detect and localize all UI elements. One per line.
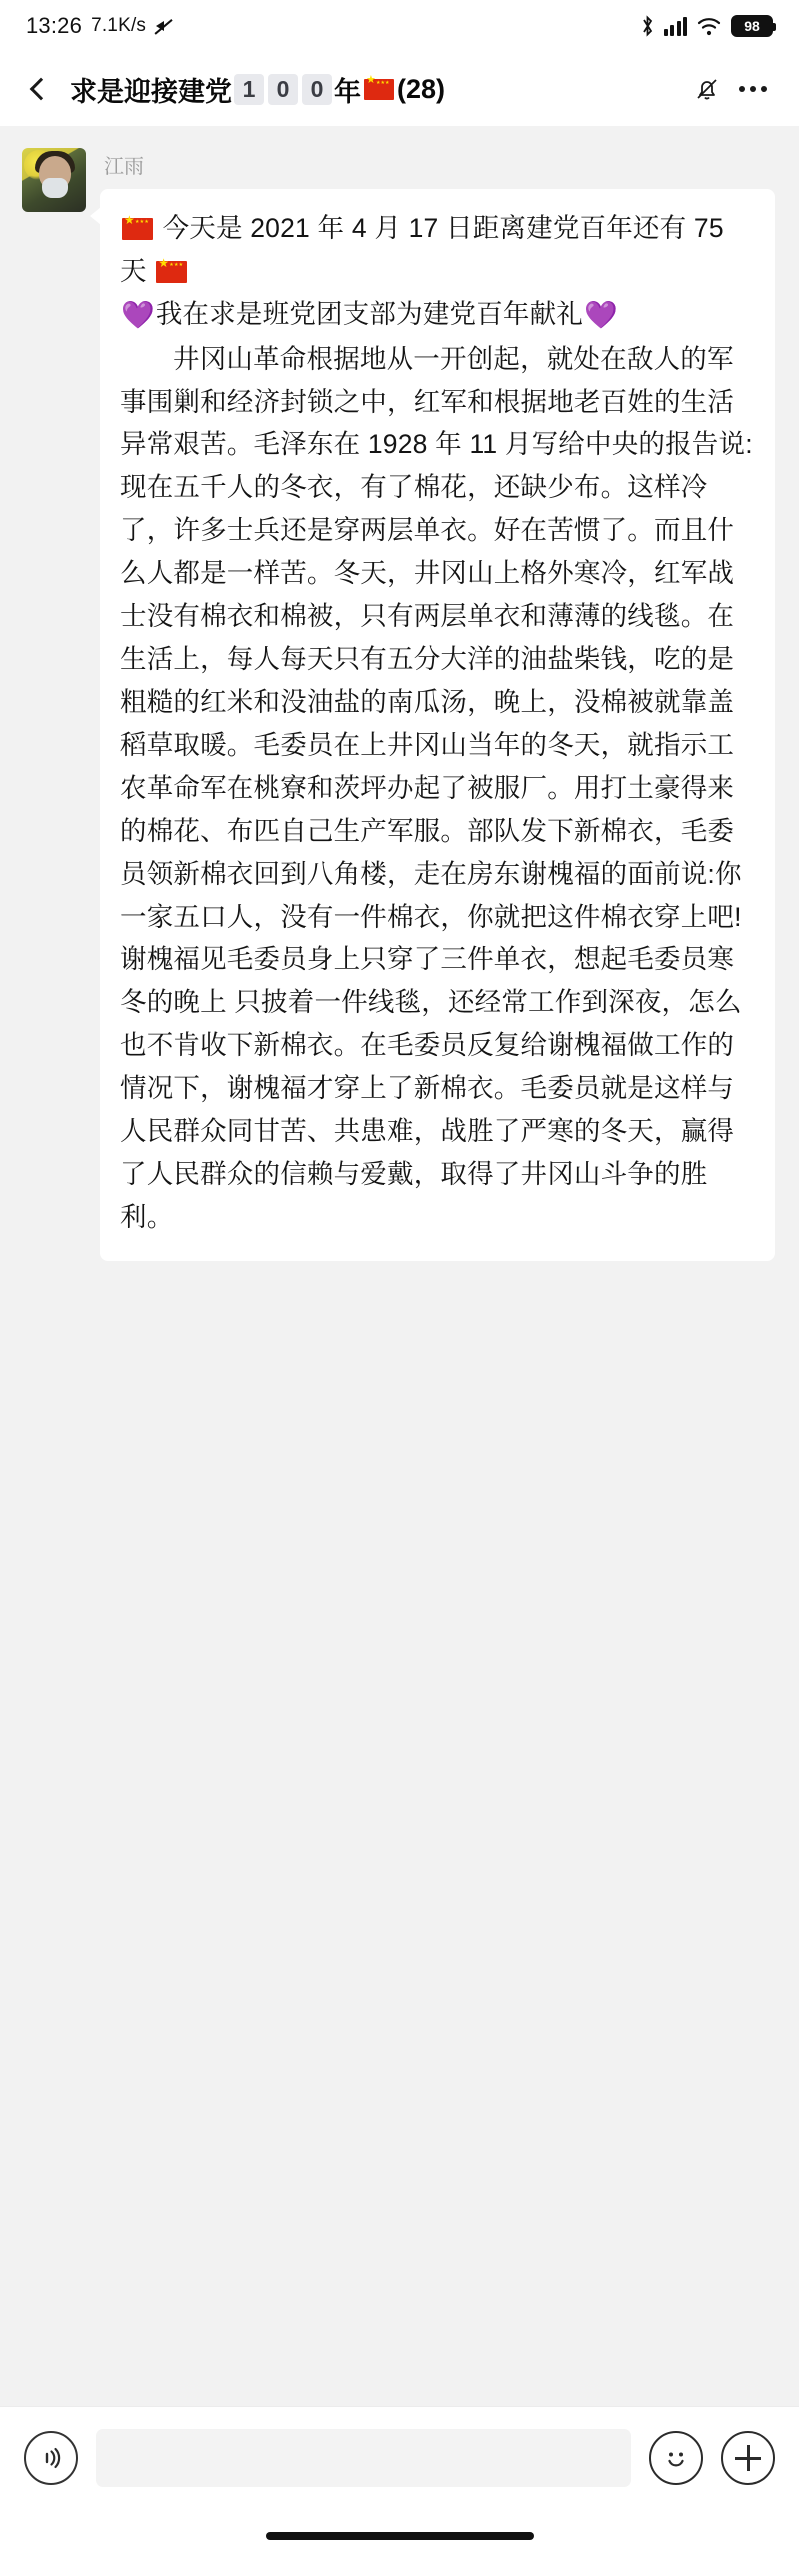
title-digit-3: 0 bbox=[302, 74, 332, 105]
emoji-picker-icon[interactable] bbox=[649, 2431, 703, 2485]
message-bubble[interactable] bbox=[100, 189, 775, 1261]
more-actions-icon[interactable] bbox=[721, 2431, 775, 2485]
member-count-label: (28) bbox=[397, 73, 446, 104]
mute-icon bbox=[155, 16, 175, 36]
avatar-face bbox=[39, 156, 71, 190]
message-line-1 bbox=[120, 207, 755, 293]
message-input-bar bbox=[0, 2406, 799, 2554]
status-clock: 13:26 bbox=[26, 13, 83, 38]
china-flag-emoji bbox=[122, 218, 153, 240]
message-text-input[interactable] bbox=[96, 2429, 631, 2487]
status-bar-left bbox=[26, 13, 175, 39]
china-flag-icon bbox=[364, 79, 394, 100]
battery-indicator bbox=[731, 15, 773, 37]
message-line-1-text: 今天是 2021 年 4 月 17 日距离建党百年还有 75 天 bbox=[120, 213, 724, 286]
title-prefix: 求是迎接建党 bbox=[70, 76, 232, 107]
back-chevron-icon[interactable] bbox=[18, 66, 64, 112]
china-flag-emoji bbox=[156, 261, 187, 283]
wifi-icon bbox=[697, 17, 721, 36]
more-options-icon[interactable] bbox=[729, 67, 777, 111]
battery-level-label: 98 bbox=[744, 18, 760, 34]
message-line-2 bbox=[120, 293, 755, 338]
message-column bbox=[100, 148, 775, 1261]
title-text-row bbox=[70, 70, 445, 109]
bell-muted-icon[interactable] bbox=[689, 71, 725, 107]
voice-input-icon[interactable] bbox=[24, 2431, 78, 2485]
status-bar-right bbox=[641, 15, 774, 37]
signal-bars-icon bbox=[664, 16, 688, 36]
bluetooth-icon bbox=[641, 15, 654, 37]
title-digit-2: 0 bbox=[268, 74, 298, 105]
page-title bbox=[70, 70, 681, 109]
title-bar bbox=[0, 52, 799, 126]
home-indicator bbox=[266, 2532, 534, 2540]
title-suffix: 年 bbox=[334, 76, 361, 107]
message-row bbox=[0, 148, 799, 1261]
message-line-2-text: 我在求是班党团支部为建党百年献礼 bbox=[155, 298, 584, 329]
message-sender-name: 江雨 bbox=[104, 156, 144, 178]
purple-heart-emoji: 💜 bbox=[584, 299, 618, 330]
status-bar bbox=[0, 0, 799, 52]
purple-heart-emoji: 💜 bbox=[121, 299, 155, 330]
message-body-paragraph: 井冈山革命根据地从一开创起，就处在敌人的军事围剿和经济封锁之中，红军和根据地老百姓的生活异常艰苦。毛泽东在 1928 年 11 月写给中央的报告说:现在五千人的冬衣，有了棉花，还缺少布。这样冷了，许多士兵还是穿两层单衣。好在苦惯了。而且什么人都是一样苦。冬天，井冈山上格外寒冷，红军战士没有棉衣和棉被，只有两层单衣和薄薄的线毯。在生活上，每人每天只有五分大洋的油盐柴钱，吃的是粗糙的红米和没油盐的南瓜汤，晚上，没棉被就靠盖稻草取暖。毛委员在上井冈山当年的冬天，就指示工农革命军在桃寮和茨坪办起了被服厂。用打土豪得来的棉花、布匹自己生产军服。部队发下新棉衣，毛委员领新棉衣回到八角楼，走在房东谢槐福的面前说:你一家五口人，没有一件棉衣，你就把这件棉衣穿上吧!谢槐福见毛委员身上只穿了三件单衣，想起毛委员寒冬的晚上 只披着一件线毯，还经常工作到深夜，怎么也不肯收下新棉衣。在毛委员反复给谢槐福做工作的情况下，谢槐福才穿上了新棉衣。毛委员就是这样与人民群众同甘苦、共患难，战胜了严寒的冬天，赢得了人民群众的信赖与爱戴，取得了井冈山斗争的胜利。 bbox=[120, 343, 753, 1233]
avatar[interactable] bbox=[22, 148, 86, 212]
network-speed-label: 7.1K/s bbox=[91, 15, 147, 36]
title-digit-1: 1 bbox=[234, 74, 264, 105]
chat-message-list bbox=[0, 126, 799, 2406]
